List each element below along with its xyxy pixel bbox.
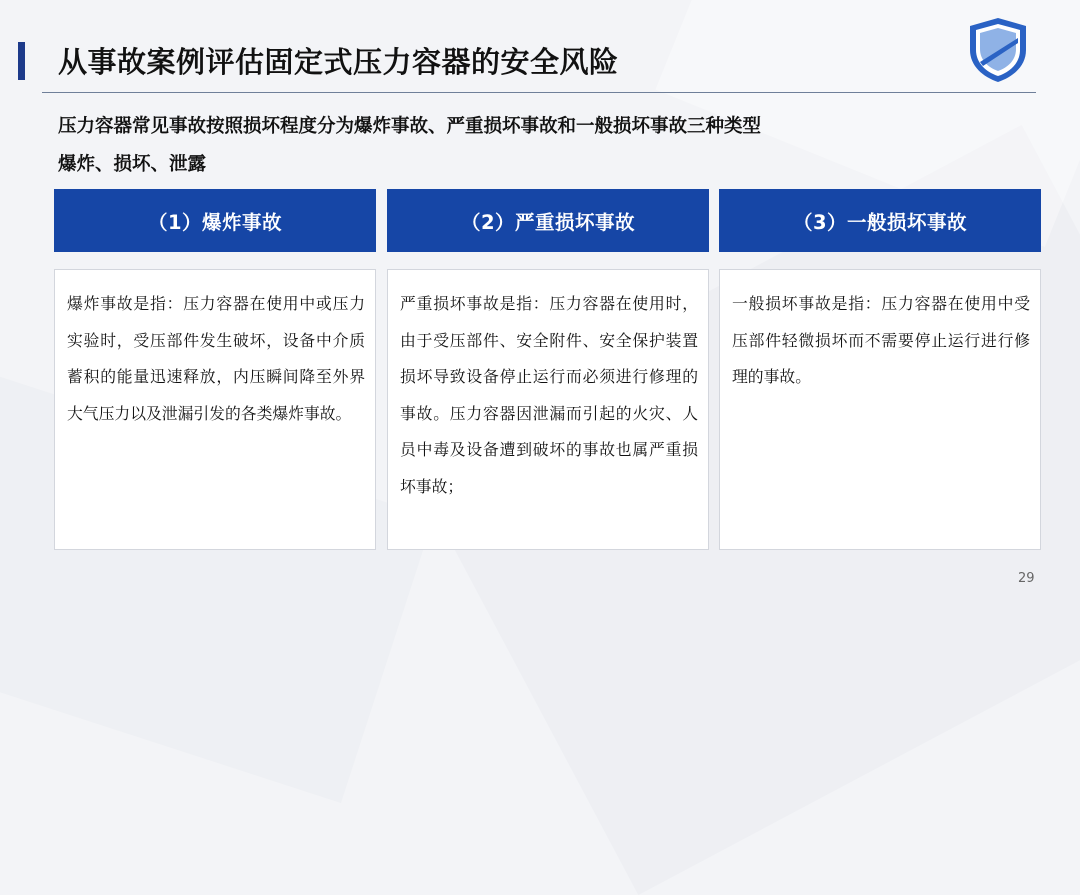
general-damage-header: （3）一般损坏事故 — [719, 189, 1041, 252]
intro-line-2: 爆炸、损坏、泄露 — [58, 154, 207, 175]
serious-damage-description: 严重损坏事故是指：压力容器在使用时，由于受压部件、安全附件、安全保护装置损坏导致设备停止运行而必须进行修理的事故。压力容器因泄漏而引起的火灾、人员中毒及设备遭到破坏的事故也属严重损坏事故； — [387, 269, 709, 550]
shield-logo-icon — [966, 16, 1030, 84]
intro-line-1: 压力容器常见事故按照损坏程度分为爆炸事故、严重损坏事故和一般损坏事故三种类型 — [58, 116, 762, 137]
explosion-accident-description: 爆炸事故是指：压力容器在使用中或压力实验时，受压部件发生破坏，设备中介质蓄积的能量迅速释放，内压瞬间降至外界大气压力以及泄漏引发的各类爆炸事故。 — [54, 269, 376, 550]
title-divider — [42, 92, 1036, 93]
explosion-accident-header: （1）爆炸事故 — [54, 189, 376, 252]
page-number: 29 — [1018, 571, 1035, 586]
general-damage-description: 一般损坏事故是指：压力容器在使用中受压部件轻微损坏而不需要停止运行进行修理的事故。 — [719, 269, 1041, 550]
serious-damage-header: （2）严重损坏事故 — [387, 189, 709, 252]
title-accent-bar — [18, 42, 25, 80]
page-title: 从事故案例评估固定式压力容器的安全风险 — [58, 45, 619, 79]
